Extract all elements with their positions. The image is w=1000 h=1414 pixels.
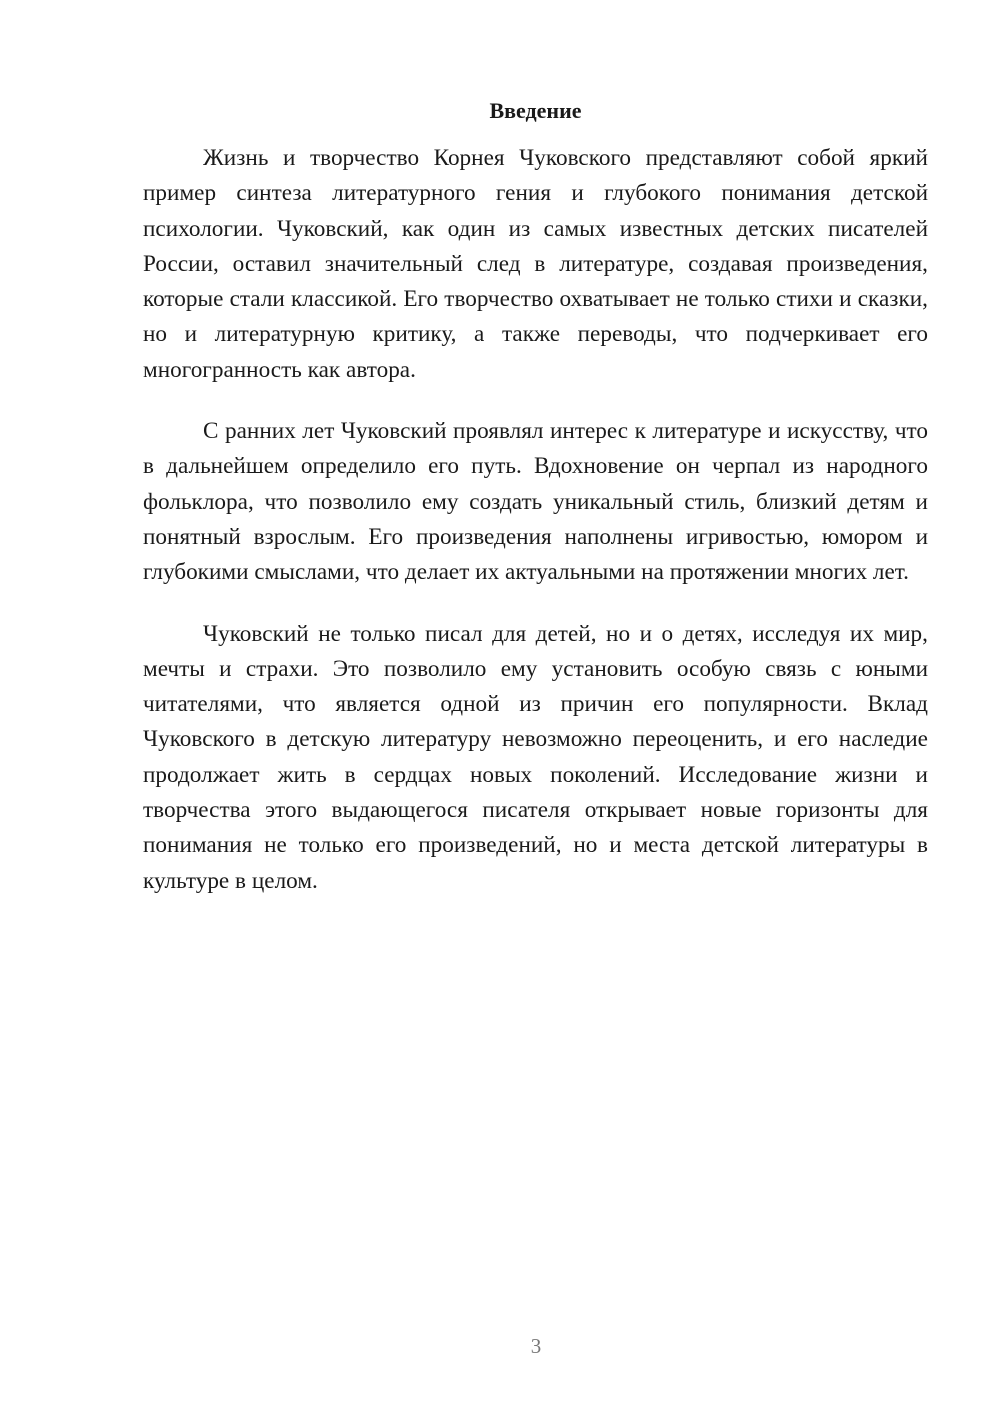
paragraph-3: Чуковский не только писал для детей, но и о детях, исследуя их мир, мечты и страхи. Это позволило ему установить особую связь с юными читателями, что является одной из причин его популярности. Вклад Чуковского в детскую литературу невозможно переоценить, и его наследие продолжает жить в сердцах новых поколений. Исследование жизни и творчества этого выдающегося писателя открывает новые горизонты для понимания не только его произведений, но и места детской литературы в культуре в целом. [143, 620, 928, 894]
paragraph-1: Жизнь и творчество Корнея Чуковского представляют собой яркий пример синтеза литературного гения и глубокого понимания детской психологии. Чуковский, как один из самых известных детских писателей России, оставил значительный след в литературе, создавая произведения, которые стали классикой. Его творчество охватывает не только стихи и сказки, но и литературную критику, а также переводы, что подчеркивает его многогранность как автора. [143, 145, 928, 383]
page-content [143, 95, 928, 925]
paragraph-2: С ранних лет Чуковский проявлял интерес к литературе и искусству, что в дальнейшем определило его путь. Вдохновение он черпал из народного фольклора, что позволило ему создать уникальный стиль, близкий детям и понятный взрослым. Его произведения наполнены игривостью, юмором и глубокими смыслами, что делает их актуальными на протяжении многих лет. [143, 418, 928, 586]
page-number: 3 [530, 1334, 542, 1358]
section-title: Введение [489, 98, 582, 123]
